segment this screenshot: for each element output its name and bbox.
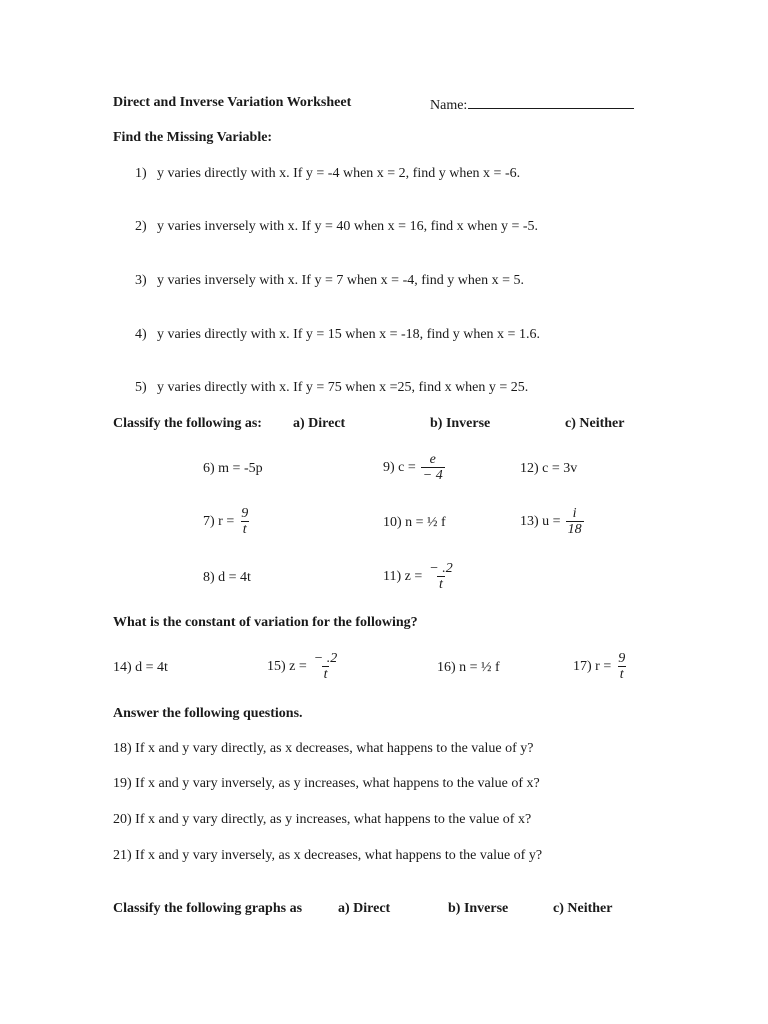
- name-blank-line[interactable]: [468, 95, 634, 109]
- question-14: 14) d = 4t: [113, 660, 168, 675]
- fraction: [427, 561, 454, 592]
- question-9: [383, 452, 445, 484]
- fraction-denominator: t: [619, 667, 624, 683]
- question-text: y varies inversely with x. If y = 7 when x = -4, find y when x = 5.: [157, 273, 525, 288]
- question-3: [135, 273, 524, 289]
- fraction-denominator: t: [242, 522, 247, 538]
- section-heading-graphs: Classify the following graphs as: [113, 901, 303, 916]
- fraction: [616, 651, 627, 682]
- question-number: 2): [135, 219, 147, 234]
- section-heading-constant: What is the constant of variation for the following?: [113, 615, 418, 630]
- graph-option-inverse: b) Inverse: [448, 901, 509, 916]
- fraction-numerator: 9: [618, 651, 626, 667]
- option-inverse: b) Inverse: [430, 416, 491, 431]
- question-13: [520, 506, 584, 538]
- fraction-numerator: 9: [241, 506, 249, 522]
- equation-label: 9) c =: [383, 460, 416, 475]
- fraction-denominator: 18: [567, 522, 582, 538]
- fraction-denominator: − 4: [422, 468, 443, 484]
- question-5: [135, 380, 528, 396]
- question-number: 3): [135, 273, 147, 288]
- question-4: [135, 327, 540, 343]
- question-12: 12) c = 3v: [520, 461, 578, 476]
- fraction-numerator: − .2: [429, 561, 453, 577]
- question-21: 21) If x and y vary inversely, as x decreases, what happens to the value of y?: [113, 848, 543, 863]
- graph-option-neither: c) Neither: [553, 901, 613, 916]
- graph-option-direct: a) Direct: [338, 901, 391, 916]
- question-19: 19) If x and y vary inversely, as y increases, what happens to the value of x?: [113, 776, 540, 791]
- fraction: [421, 452, 445, 483]
- question-8: 8) d = 4t: [203, 570, 251, 585]
- question-6: 6) m = -5p: [203, 461, 263, 476]
- fraction: [312, 651, 339, 682]
- question-text: y varies directly with x. If y = 75 when x =25, find x when y = 25.: [157, 380, 529, 395]
- question-17: [573, 651, 627, 683]
- equation-label: 7) r =: [203, 514, 235, 529]
- question-text: y varies inversely with x. If y = 40 when x = 16, find x when y = -5.: [157, 219, 539, 234]
- fraction-numerator: i: [572, 506, 577, 522]
- section-heading-classify: Classify the following as:: [113, 416, 262, 431]
- fraction-denominator: t: [439, 577, 443, 593]
- name-label: Name:: [430, 98, 468, 113]
- question-11: [383, 561, 455, 593]
- question-1: [135, 166, 520, 182]
- question-number: 1): [135, 166, 147, 181]
- fraction: [239, 506, 250, 537]
- question-text: y varies directly with x. If y = 15 when x = -18, find y when x = 1.6.: [157, 327, 540, 342]
- equation-label: 17) r =: [573, 659, 612, 674]
- option-direct: a) Direct: [293, 416, 346, 431]
- worksheet-title: Direct and Inverse Variation Worksheet: [113, 95, 352, 110]
- fraction: [566, 506, 584, 537]
- equation-label: 13) u =: [520, 514, 561, 529]
- question-10: 10) n = ½ f: [383, 515, 446, 530]
- question-2: [135, 219, 538, 235]
- fraction-numerator: − .2: [313, 651, 338, 667]
- question-text: y varies directly with x. If y = -4 when x = 2, find y when x = -6.: [157, 166, 521, 181]
- equation-label: 15) z =: [267, 659, 307, 674]
- question-7: [203, 506, 250, 538]
- question-15: [267, 651, 339, 683]
- section-heading-answer: Answer the following questions.: [113, 706, 303, 721]
- section-heading-missing-variable: Find the Missing Variable:: [113, 130, 273, 145]
- fraction-denominator: t: [323, 667, 328, 683]
- question-16: 16) n = ½ f: [437, 660, 500, 675]
- equation-label: 11) z =: [383, 569, 423, 584]
- question-20: 20) If x and y vary directly, as y increases, what happens to the value of x?: [113, 812, 532, 827]
- question-number: 5): [135, 380, 147, 395]
- question-number: 4): [135, 327, 147, 342]
- name-field[interactable]: [430, 95, 634, 114]
- fraction-numerator: e: [429, 452, 436, 468]
- option-neither: c) Neither: [565, 416, 625, 431]
- question-18: 18) If x and y vary directly, as x decreases, what happens to the value of y?: [113, 741, 534, 756]
